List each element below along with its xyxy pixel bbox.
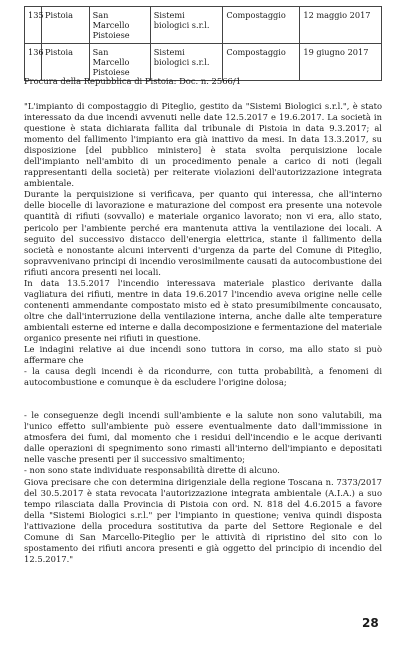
- date-cell: 19 giugno 2017: [300, 44, 382, 81]
- row-number-cell: 136: [25, 44, 42, 81]
- paragraph: Le indagini relative ai due incendi sono tuttora in corso, ma allo stato si può affermare che: [24, 344, 382, 366]
- quoted-text: [24, 101, 382, 565]
- incident-table: [24, 6, 382, 81]
- paragraph: Durante la perquisizione si verificava, per quanto qui interessa, che all'interno delle biocelle di lavorazione e maturazione del compost era presente una notevole quantità di rifiuti (sovvallo) e materiale organico lavorato; non vi era, allo stato, pericolo per l'ambiente perché era mantenuta attiva la ventilazione dei locali. A seguito del successivo distacco dell'energia elettrica, stante il fallimento della società e nonostante alcuni interventi d'urgenza da parte del Comune di Piteglio, sopravvenivano principi di incendio verosimilmente causati da autocombustione dei rifiuti ancora presenti nei locali.: [24, 189, 382, 277]
- paragraph: "L'impianto di compostaggio di Piteglio, gestito da "Sistemi Biologici s.r.l.", è stato interessato da due incendi avvenuti nelle date 12.5.2017 e 19.6.2017. La società in questione è stata dichiarata fallita dal tribunale di Pistoia in data 9.3.2017; al momento del fallimento l'impianto era già inattivo da mesi. In data 13.3.2017, su disposizione [del pubblico ministero] è stata svolta perquisizione locale dell'impianto nell'ambito di un procedimento penale a carico di noti (legali rappresentanti della società) per reiterate violazioni dell'autorizzazione integrata ambientale.: [24, 101, 382, 189]
- province-cell: Pistoia: [42, 7, 90, 44]
- paragraph-spacer: [24, 388, 382, 410]
- paragraph: - le conseguenze degli incendi sull'ambiente e la salute non sono valutabili, ma l'unico effetto sull'ambiente può essere eventualmente dato dall'immissione in atmosfera dei fumi, dal momento che i residui dell'incendio e le acque derivanti dalle operazioni di spegnimento sono rimasti all'interno dell'impianto e depositati nelle vasche presenti per il successivo smaltimento;: [24, 410, 382, 465]
- paragraph: In data 13.5.2017 l'incendio interessava materiale plastico derivante dalla vagliatura dei rifiuti, mentre in data 19.6.2017 l'incendio aveva origine nelle celle contenenti ammendante compostato misto ed è stato presumibilmente concausato, oltre che dall'interruzione della ventilazione interna, anche dalle alte temperature ambientali esterne ed interne e dalla decomposizione e fermentazione del materiale organico presente nei rifiuti in questione.: [24, 277, 382, 343]
- table-row: [25, 7, 382, 44]
- source-reference: Procura della Repubblica di Pistoia: Doc. n. 2566/1: [24, 76, 242, 86]
- municipality-cell: San Marcello Pistoiese: [89, 7, 150, 44]
- company-cell: Sistemi biologici s.r.l.: [150, 7, 223, 44]
- municipality-cell: San Marcello Pistoiese: [89, 44, 150, 81]
- activity-cell: Compostaggio: [223, 7, 300, 44]
- row-number-cell: 135: [25, 7, 42, 44]
- activity-cell: Compostaggio: [223, 44, 300, 81]
- paragraph: - non sono state individuate responsabilità dirette di alcuno.: [24, 465, 280, 476]
- paragraph: - la causa degli incendi è da ricondurre, con tutta probabilità, a fenomeni di autocombustione e comunque è da escludere l'origine dolosa;: [24, 366, 382, 388]
- page-number: 28: [362, 616, 379, 630]
- table-row: [25, 44, 382, 81]
- date-cell: 12 maggio 2017: [300, 7, 382, 44]
- paragraph: Giova precisare che con determina dirigenziale della regione Toscana n. 7373/2017 del 30.5.2017 è stata revocata l'autorizzazione integrata ambientale (A.I.A.) a suo tempo rilasciata dalla Provincia di Pistoia con ord. N. 818 del 4.6.2015 a favore della "Sistemi Biologici s.r.l." per l'impianto in questione; veniva quindi disposta l'attivazione della procedura sostitutiva da parte del Settore Regionale e del Comune di San Marcello-Piteglio per le attività di ripristino del sito con lo spostamento dei rifiuti ancora presenti e già oggetto del principio di incendio del 12.5.2017.": [24, 476, 382, 564]
- province-cell: Pistoia: [42, 44, 90, 81]
- company-cell: Sistemi biologici s.r.l.: [150, 44, 223, 81]
